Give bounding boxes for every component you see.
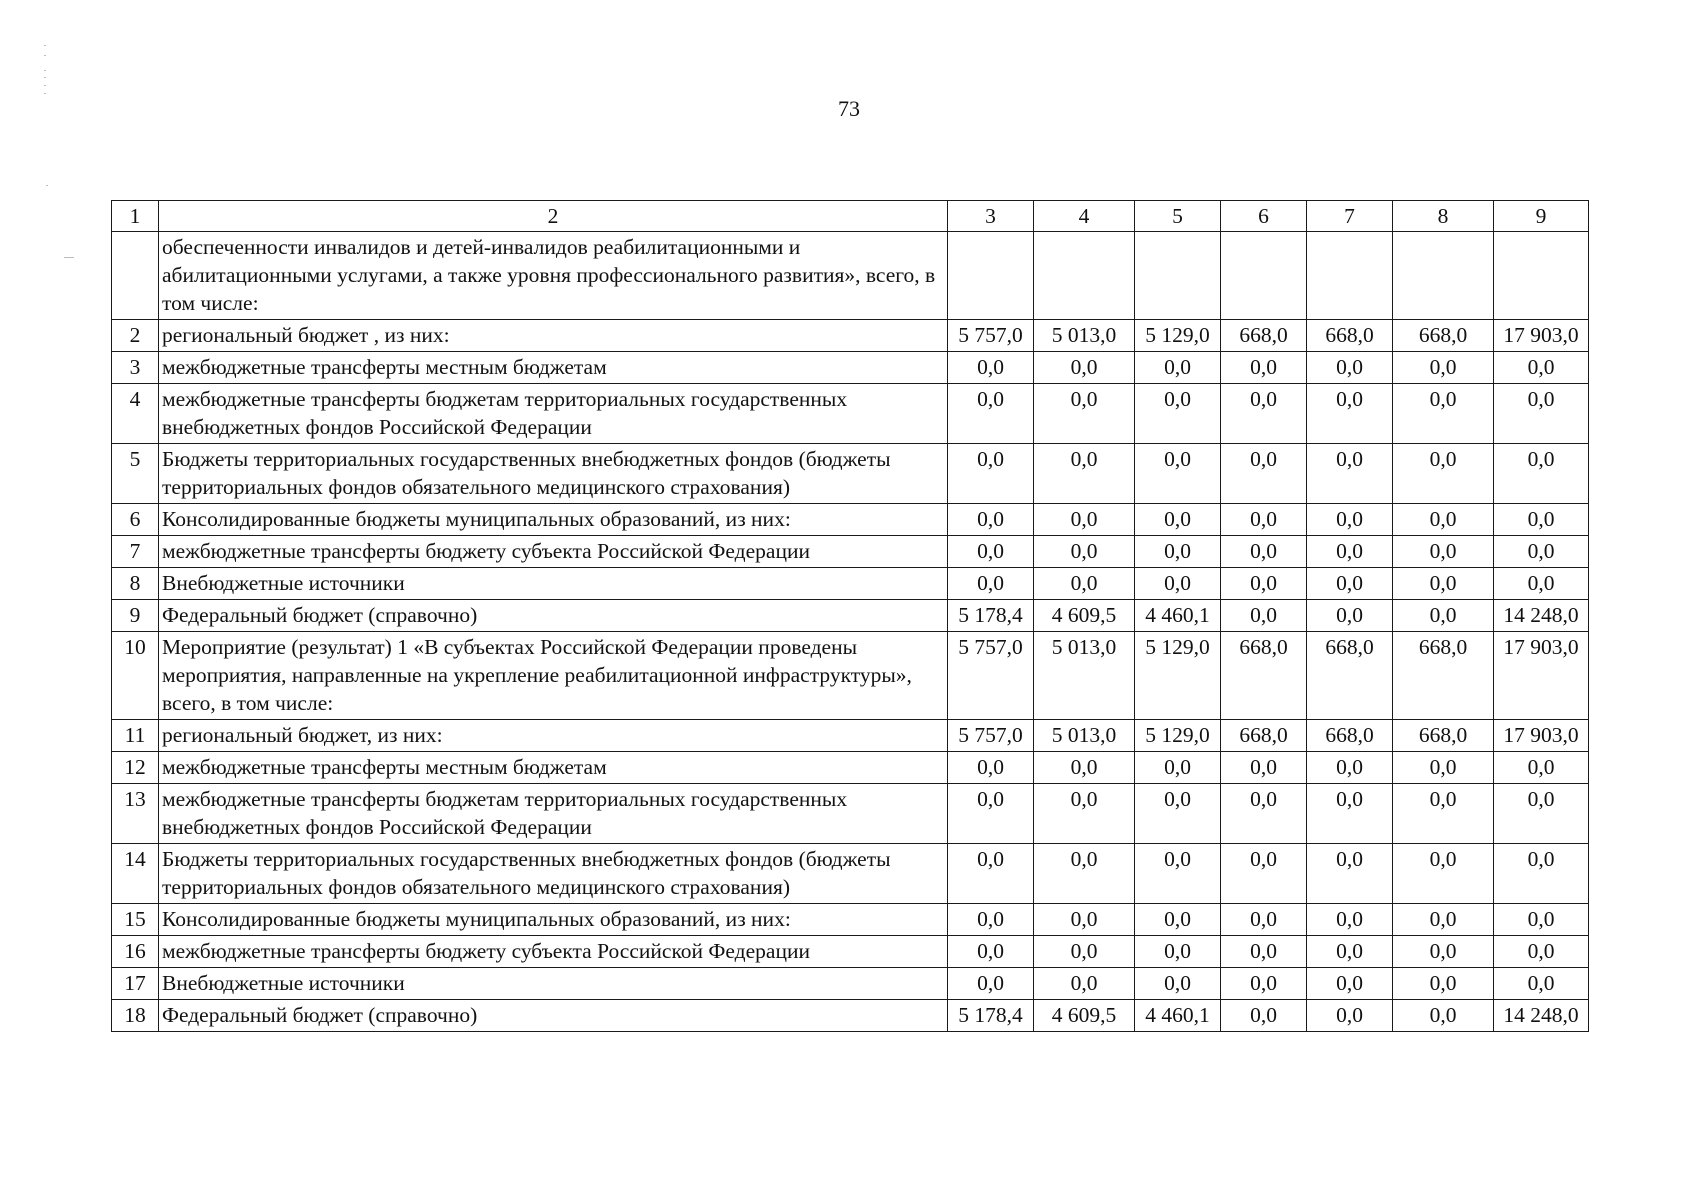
value-cell: 0,0 <box>1307 384 1393 444</box>
table-row <box>112 384 1589 444</box>
row-number: 6 <box>112 504 159 536</box>
value-cell: 0,0 <box>1135 968 1221 1000</box>
row-label: межбюджетные трансферты бюджетам территориальных государственных внебюджетных фондов Российской Федерации <box>159 384 948 444</box>
value-cell: 0,0 <box>1034 752 1135 784</box>
value-cell: 0,0 <box>948 784 1034 844</box>
table-row <box>112 752 1589 784</box>
row-number: 7 <box>112 536 159 568</box>
budget-table <box>111 200 1589 1032</box>
value-cell: 17 903,0 <box>1494 720 1589 752</box>
value-cell: 0,0 <box>1135 936 1221 968</box>
value-cell: 0,0 <box>1034 844 1135 904</box>
row-number: 9 <box>112 600 159 632</box>
row-label: региональный бюджет , из них: <box>159 320 948 352</box>
value-cell: 5 178,4 <box>948 600 1034 632</box>
value-cell: 0,0 <box>1135 784 1221 844</box>
value-cell: 0,0 <box>1221 504 1307 536</box>
value-cell: 5 757,0 <box>948 632 1034 720</box>
value-cell: 668,0 <box>1393 320 1494 352</box>
value-cell <box>1034 232 1135 320</box>
value-cell <box>1307 232 1393 320</box>
row-number <box>112 232 159 320</box>
table-row <box>112 632 1589 720</box>
row-label: Консолидированные бюджеты муниципальных образований, из них: <box>159 904 948 936</box>
value-cell: 0,0 <box>1221 352 1307 384</box>
table-row <box>112 444 1589 504</box>
value-cell: 0,0 <box>948 504 1034 536</box>
value-cell: 0,0 <box>1393 1000 1494 1032</box>
value-cell: 0,0 <box>1135 352 1221 384</box>
row-number: 5 <box>112 444 159 504</box>
value-cell: 0,0 <box>948 384 1034 444</box>
value-cell: 0,0 <box>1307 444 1393 504</box>
scan-specks <box>40 45 70 265</box>
value-cell <box>948 232 1034 320</box>
row-number: 4 <box>112 384 159 444</box>
value-cell: 17 903,0 <box>1494 320 1589 352</box>
value-cell: 0,0 <box>948 904 1034 936</box>
value-cell: 0,0 <box>1393 536 1494 568</box>
value-cell: 0,0 <box>1034 504 1135 536</box>
row-number: 3 <box>112 352 159 384</box>
value-cell: 0,0 <box>1135 752 1221 784</box>
value-cell: 5 757,0 <box>948 320 1034 352</box>
value-cell: 0,0 <box>1034 444 1135 504</box>
value-cell: 0,0 <box>1034 384 1135 444</box>
value-cell: 0,0 <box>1135 844 1221 904</box>
value-cell: 0,0 <box>1393 600 1494 632</box>
value-cell: 5 129,0 <box>1135 320 1221 352</box>
value-cell: 0,0 <box>948 536 1034 568</box>
table-row <box>112 232 1589 320</box>
value-cell: 5 178,4 <box>948 1000 1034 1032</box>
table-row <box>112 320 1589 352</box>
value-cell: 668,0 <box>1221 632 1307 720</box>
value-cell: 668,0 <box>1221 320 1307 352</box>
value-cell: 14 248,0 <box>1494 600 1589 632</box>
value-cell: 0,0 <box>1221 1000 1307 1032</box>
value-cell: 0,0 <box>1034 352 1135 384</box>
value-cell: 0,0 <box>948 968 1034 1000</box>
value-cell: 668,0 <box>1307 720 1393 752</box>
value-cell: 0,0 <box>948 752 1034 784</box>
value-cell: 0,0 <box>1393 752 1494 784</box>
value-cell: 0,0 <box>1393 904 1494 936</box>
row-label: Консолидированные бюджеты муниципальных образований, из них: <box>159 504 948 536</box>
value-cell: 0,0 <box>1393 568 1494 600</box>
table-row <box>112 1000 1589 1032</box>
value-cell <box>1221 232 1307 320</box>
row-number: 10 <box>112 632 159 720</box>
table-row <box>112 784 1589 844</box>
value-cell: 668,0 <box>1393 632 1494 720</box>
value-cell: 17 903,0 <box>1494 632 1589 720</box>
value-cell: 0,0 <box>1393 936 1494 968</box>
value-cell: 0,0 <box>1135 444 1221 504</box>
table-row <box>112 720 1589 752</box>
value-cell: 0,0 <box>1307 752 1393 784</box>
row-label: Внебюджетные источники <box>159 568 948 600</box>
value-cell: 0,0 <box>1135 536 1221 568</box>
row-number: 15 <box>112 904 159 936</box>
value-cell: 0,0 <box>1307 904 1393 936</box>
value-cell: 5 129,0 <box>1135 632 1221 720</box>
value-cell: 0,0 <box>948 444 1034 504</box>
value-cell: 0,0 <box>1307 536 1393 568</box>
table-header-row <box>112 201 1589 232</box>
value-cell: 0,0 <box>1221 384 1307 444</box>
value-cell: 0,0 <box>948 568 1034 600</box>
value-cell: 668,0 <box>1393 720 1494 752</box>
value-cell: 0,0 <box>1393 844 1494 904</box>
value-cell: 0,0 <box>1221 568 1307 600</box>
value-cell: 0,0 <box>948 936 1034 968</box>
value-cell: 668,0 <box>1307 320 1393 352</box>
row-label: Бюджеты территориальных государственных внебюджетных фондов (бюджеты территориальных фондов обязательного медицинского страхования) <box>159 444 948 504</box>
value-cell: 668,0 <box>1307 632 1393 720</box>
value-cell: 14 248,0 <box>1494 1000 1589 1032</box>
value-cell: 5 013,0 <box>1034 720 1135 752</box>
value-cell: 0,0 <box>1494 904 1589 936</box>
value-cell: 5 757,0 <box>948 720 1034 752</box>
table-row <box>112 968 1589 1000</box>
value-cell: 0,0 <box>948 844 1034 904</box>
value-cell: 0,0 <box>1307 968 1393 1000</box>
table-row <box>112 352 1589 384</box>
value-cell: 0,0 <box>1494 844 1589 904</box>
row-number: 16 <box>112 936 159 968</box>
value-cell: 0,0 <box>1135 904 1221 936</box>
row-number: 11 <box>112 720 159 752</box>
value-cell: 4 460,1 <box>1135 600 1221 632</box>
row-label: Бюджеты территориальных государственных внебюджетных фондов (бюджеты территориальных фондов обязательного медицинского страхования) <box>159 844 948 904</box>
value-cell: 0,0 <box>1034 904 1135 936</box>
value-cell: 0,0 <box>1393 784 1494 844</box>
value-cell: 0,0 <box>1307 504 1393 536</box>
column-header: 5 <box>1135 201 1221 232</box>
value-cell <box>1494 232 1589 320</box>
value-cell: 0,0 <box>1221 968 1307 1000</box>
value-cell: 0,0 <box>1393 384 1494 444</box>
value-cell: 5 013,0 <box>1034 320 1135 352</box>
column-header: 2 <box>159 201 948 232</box>
row-label: межбюджетные трансферты местным бюджетам <box>159 752 948 784</box>
value-cell: 0,0 <box>1221 904 1307 936</box>
value-cell: 0,0 <box>1135 568 1221 600</box>
value-cell: 0,0 <box>1393 352 1494 384</box>
table-row <box>112 568 1589 600</box>
value-cell <box>1393 232 1494 320</box>
table-row <box>112 936 1589 968</box>
row-number: 2 <box>112 320 159 352</box>
table-row <box>112 844 1589 904</box>
row-number: 12 <box>112 752 159 784</box>
column-header: 8 <box>1393 201 1494 232</box>
value-cell: 0,0 <box>1034 936 1135 968</box>
value-cell: 4 609,5 <box>1034 600 1135 632</box>
value-cell: 668,0 <box>1221 720 1307 752</box>
table-row <box>112 536 1589 568</box>
value-cell: 5 129,0 <box>1135 720 1221 752</box>
value-cell: 0,0 <box>1393 968 1494 1000</box>
column-header: 9 <box>1494 201 1589 232</box>
value-cell: 0,0 <box>1307 936 1393 968</box>
value-cell: 0,0 <box>1034 784 1135 844</box>
column-header: 6 <box>1221 201 1307 232</box>
value-cell: 0,0 <box>1494 504 1589 536</box>
row-label: Мероприятие (результат) 1 «В субъектах Российской Федерации проведены мероприятия, направленные на укрепление реабилитационной инфраструктуры», всего, в том числе: <box>159 632 948 720</box>
value-cell: 0,0 <box>1221 844 1307 904</box>
row-number: 13 <box>112 784 159 844</box>
value-cell: 0,0 <box>1494 968 1589 1000</box>
value-cell: 0,0 <box>1393 444 1494 504</box>
row-label: Внебюджетные источники <box>159 968 948 1000</box>
value-cell: 0,0 <box>1221 752 1307 784</box>
value-cell: 0,0 <box>1307 568 1393 600</box>
value-cell: 0,0 <box>1307 352 1393 384</box>
value-cell: 0,0 <box>1221 600 1307 632</box>
value-cell: 0,0 <box>1494 568 1589 600</box>
value-cell: 0,0 <box>1221 936 1307 968</box>
row-label: Федеральный бюджет (справочно) <box>159 600 948 632</box>
table-row <box>112 600 1589 632</box>
value-cell: 4 609,5 <box>1034 1000 1135 1032</box>
value-cell: 0,0 <box>1307 1000 1393 1032</box>
row-label: межбюджетные трансферты бюджетам территориальных государственных внебюджетных фондов Российской Федерации <box>159 784 948 844</box>
row-number: 18 <box>112 1000 159 1032</box>
value-cell: 5 013,0 <box>1034 632 1135 720</box>
row-label: межбюджетные трансферты бюджету субъекта Российской Федерации <box>159 536 948 568</box>
row-number: 17 <box>112 968 159 1000</box>
table-row <box>112 904 1589 936</box>
value-cell: 0,0 <box>1494 352 1589 384</box>
value-cell: 0,0 <box>1221 444 1307 504</box>
row-label: межбюджетные трансферты местным бюджетам <box>159 352 948 384</box>
column-header: 4 <box>1034 201 1135 232</box>
value-cell: 0,0 <box>1307 600 1393 632</box>
row-number: 8 <box>112 568 159 600</box>
row-label: Федеральный бюджет (справочно) <box>159 1000 948 1032</box>
column-header: 1 <box>112 201 159 232</box>
value-cell <box>1135 232 1221 320</box>
value-cell: 0,0 <box>1494 752 1589 784</box>
value-cell: 0,0 <box>1393 504 1494 536</box>
row-number: 14 <box>112 844 159 904</box>
value-cell: 0,0 <box>1221 536 1307 568</box>
value-cell: 0,0 <box>948 352 1034 384</box>
value-cell: 0,0 <box>1307 844 1393 904</box>
value-cell: 0,0 <box>1034 536 1135 568</box>
value-cell: 0,0 <box>1135 504 1221 536</box>
page-number: 73 <box>838 96 860 121</box>
value-cell: 0,0 <box>1034 568 1135 600</box>
column-header: 3 <box>948 201 1034 232</box>
value-cell: 0,0 <box>1494 384 1589 444</box>
value-cell: 0,0 <box>1494 536 1589 568</box>
value-cell: 0,0 <box>1494 784 1589 844</box>
row-label: региональный бюджет, из них: <box>159 720 948 752</box>
row-label: обеспеченности инвалидов и детей-инвалидов реабилитационными и абилитационными услугами, а также уровня профессионального развития», всего, в том числе: <box>159 232 948 320</box>
column-header: 7 <box>1307 201 1393 232</box>
value-cell: 0,0 <box>1221 784 1307 844</box>
value-cell: 0,0 <box>1307 784 1393 844</box>
value-cell: 0,0 <box>1034 968 1135 1000</box>
table-row <box>112 504 1589 536</box>
value-cell: 4 460,1 <box>1135 1000 1221 1032</box>
value-cell: 0,0 <box>1494 936 1589 968</box>
value-cell: 0,0 <box>1494 444 1589 504</box>
value-cell: 0,0 <box>1135 384 1221 444</box>
row-label: межбюджетные трансферты бюджету субъекта Российской Федерации <box>159 936 948 968</box>
